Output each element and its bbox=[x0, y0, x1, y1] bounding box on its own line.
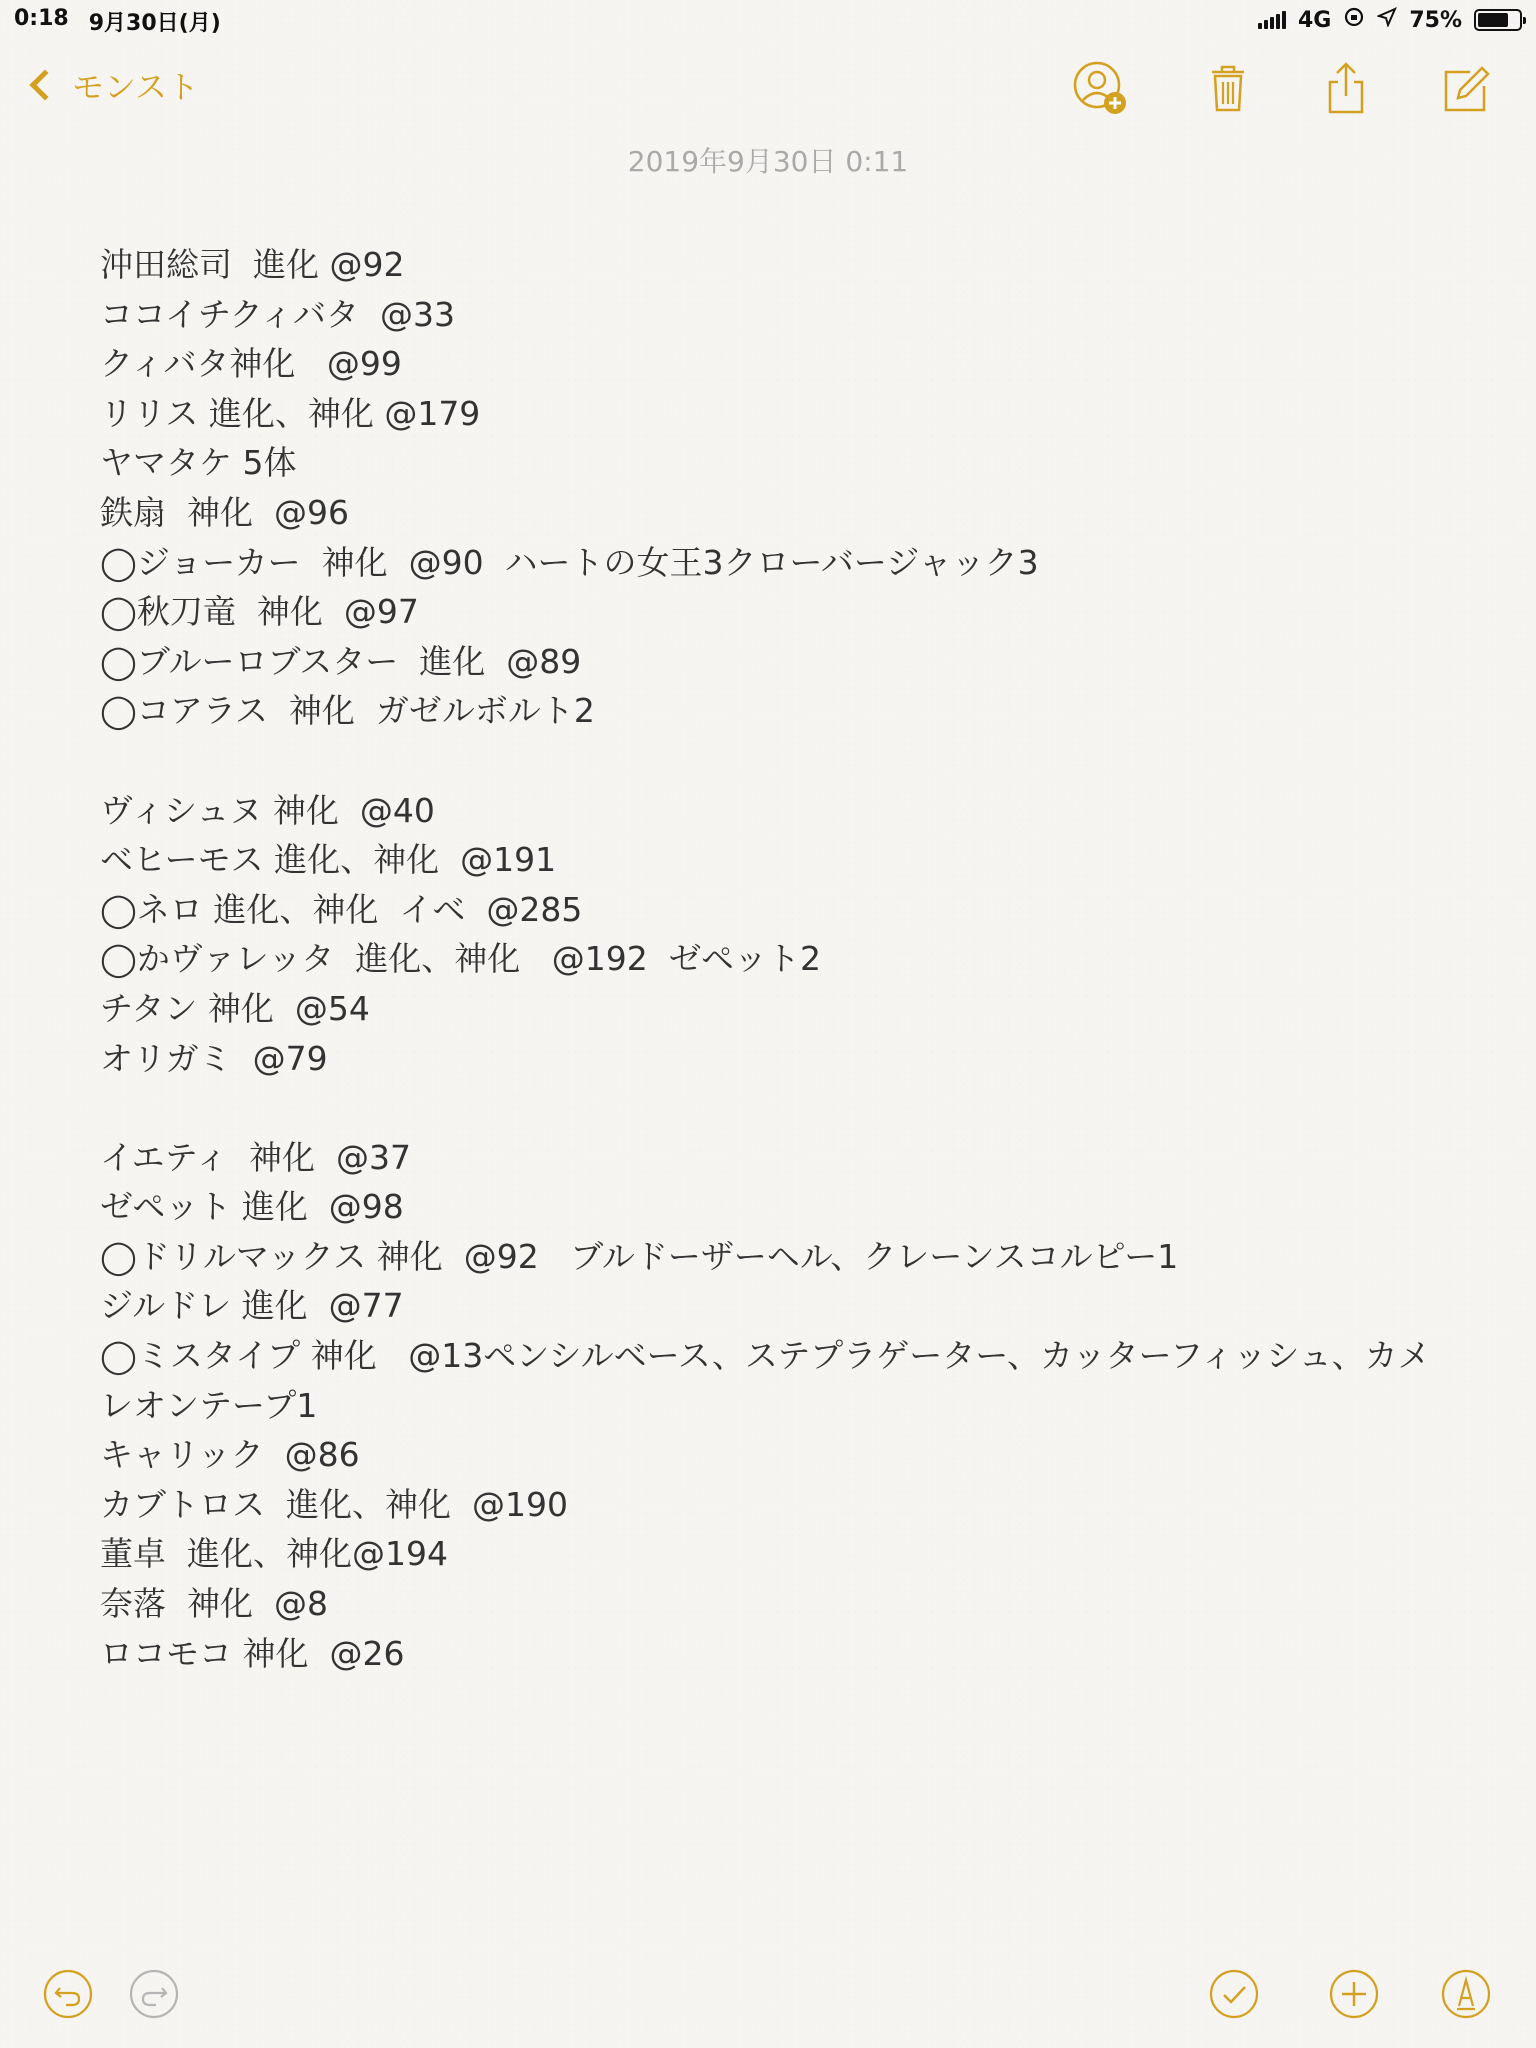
note-line: カブトロス 進化、神化 @190 bbox=[100, 1484, 568, 1524]
note-line: ◯ジョーカー 神化 @90 ハートの女王3クローバージャック3 bbox=[100, 542, 1039, 582]
note-line: ◯ミスタイプ 神化 @13ペンシルベース、ステプラゲーター、カッターフィッシュ、カメ bbox=[100, 1336, 1431, 1376]
note-line: チタン 神化 @54 bbox=[100, 988, 370, 1028]
note-line: ◯ブルーロブスター 進化 @89 bbox=[100, 641, 582, 681]
note-line: 鉄扇 神化 @96 bbox=[100, 492, 349, 532]
note-line: ◯秋刀竜 神化 @97 bbox=[100, 592, 419, 632]
note-line: ◯ネロ 進化、神化 イベ @285 bbox=[100, 889, 583, 929]
note-line: ココイチクィバタ @33 bbox=[100, 294, 456, 334]
battery-percent: 75% bbox=[1409, 7, 1462, 33]
signal-icon bbox=[1258, 11, 1286, 29]
status-right bbox=[1258, 6, 1522, 34]
note-line: イエティ 神化 @37 bbox=[100, 1137, 411, 1177]
note-timestamp: 2019年9月30日 0:11 bbox=[627, 145, 909, 178]
back-label: モンスト bbox=[72, 68, 200, 106]
note-line: ベヒーモス 進化、神化 @191 bbox=[100, 840, 557, 880]
status-time: 0:18 bbox=[14, 6, 69, 31]
share-icon[interactable] bbox=[1316, 58, 1376, 118]
undo-icon[interactable] bbox=[42, 1968, 94, 2020]
note-line: ゼペット 進化 @98 bbox=[100, 1187, 404, 1227]
status-bar bbox=[0, 0, 1536, 40]
bottom-toolbar bbox=[0, 1948, 1536, 2048]
note-line: ジルドレ 進化 @77 bbox=[100, 1286, 404, 1326]
blank-line bbox=[100, 736, 1440, 786]
trash-icon[interactable] bbox=[1198, 58, 1258, 118]
note-line: ◯かヴァレッタ 進化、神化 @192 ゼペット2 bbox=[100, 939, 822, 979]
note-line: ヴィシュヌ 神化 @40 bbox=[100, 790, 435, 830]
note-line: 沖田総司 進化 @92 bbox=[100, 245, 405, 284]
checklist-icon[interactable] bbox=[1208, 1968, 1260, 2020]
add-icon[interactable] bbox=[1328, 1968, 1380, 2020]
location-icon bbox=[1377, 7, 1397, 33]
orientation-lock-icon bbox=[1343, 6, 1365, 34]
back-button[interactable] bbox=[26, 62, 199, 108]
battery-fill bbox=[1478, 13, 1508, 27]
redo-icon[interactable] bbox=[128, 1968, 180, 2020]
note-line: リリス 進化、神化 @179 bbox=[100, 393, 481, 433]
note-line: 奈落 神化 @8 bbox=[100, 1584, 328, 1624]
chevron-left-icon bbox=[29, 69, 60, 100]
note-line: オリガミ @79 bbox=[100, 1038, 328, 1078]
status-left bbox=[14, 6, 221, 37]
note-line: ◯ドリルマックス 神化 @92 ブルドーザーヘル、クレーンスコルピー1 bbox=[100, 1236, 1179, 1276]
network-label: 4G bbox=[1297, 7, 1332, 33]
note-line: ◯コアラス 神化 ガゼルボルト2 bbox=[100, 691, 595, 731]
battery-icon bbox=[1474, 9, 1522, 31]
note-line: ヤマタケ 5体 bbox=[100, 443, 297, 483]
note-line: レオンテープ1 bbox=[100, 1385, 318, 1425]
note-line: クィバタ神化 @99 bbox=[100, 344, 402, 384]
status-date: 9月30日(月) bbox=[88, 11, 221, 36]
blank-line bbox=[100, 1083, 1440, 1133]
add-person-icon[interactable] bbox=[1070, 58, 1130, 118]
nav-bar bbox=[0, 50, 1536, 130]
note-line: ロコモコ 神化 @26 bbox=[100, 1633, 405, 1673]
note-body[interactable] bbox=[100, 240, 1440, 1678]
compose-icon[interactable] bbox=[1436, 58, 1496, 118]
note-line: キャリック @86 bbox=[100, 1435, 360, 1475]
note-line: 董卓 進化、神化@194 bbox=[100, 1534, 448, 1574]
markup-icon[interactable] bbox=[1440, 1968, 1492, 2020]
